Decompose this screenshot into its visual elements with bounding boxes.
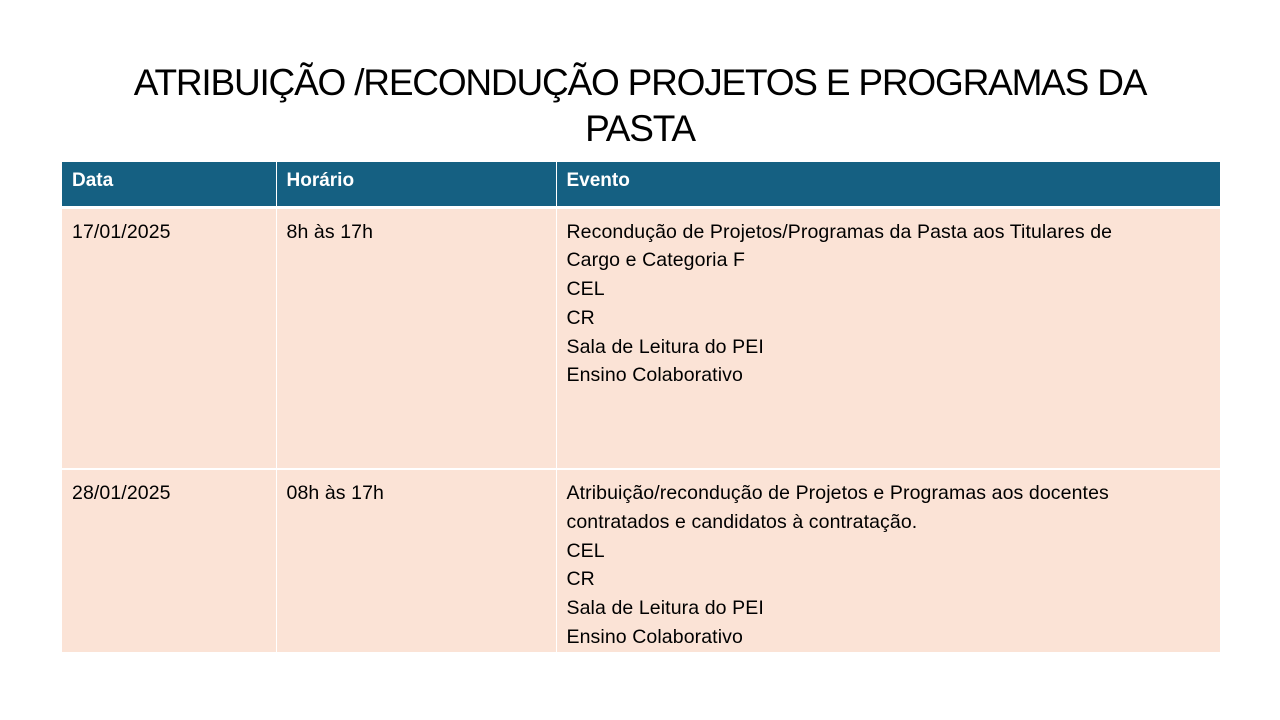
cell-date: 28/01/2025 xyxy=(62,469,276,652)
event-line: CEL xyxy=(566,278,605,301)
event-line: CR xyxy=(566,306,595,329)
cell-time: 08h às 17h xyxy=(276,469,556,652)
event-line: Ensino Colaborativo xyxy=(566,364,743,387)
slide-title xyxy=(80,60,1200,152)
cell-date: 17/01/2025 xyxy=(62,207,276,469)
schedule-table xyxy=(62,162,1220,652)
event-line: Ensino Colaborativo xyxy=(566,625,743,648)
cell-time: 8h às 17h xyxy=(276,207,556,469)
event-line: Recondução de Projetos/Programas da Pasta aos Titulares de xyxy=(566,220,1113,243)
event-line: CEL xyxy=(566,539,605,562)
title-line-1: ATRIBUIÇÃO /RECONDUÇÃO PROJETOS E PROGRAMAS DA xyxy=(133,62,1147,103)
header-event: Evento xyxy=(556,162,1220,207)
event-line: Sala de Leitura do PEI xyxy=(566,597,764,620)
event-line: Atribuição/recondução de Projetos e Programas aos docentes xyxy=(566,482,1109,504)
header-time: Horário xyxy=(276,162,556,207)
cell-event xyxy=(556,469,1220,652)
table-header-row xyxy=(62,162,1220,207)
header-date: Data xyxy=(62,162,276,207)
table-row xyxy=(62,207,1220,469)
event-line: CR xyxy=(566,568,595,591)
title-line-2: PASTA xyxy=(585,108,695,149)
event-line: contratados e candidatos à contratação. xyxy=(566,510,918,533)
event-line: Sala de Leitura do PEI xyxy=(566,335,764,358)
event-line: Cargo e Categoria F xyxy=(566,249,746,272)
cell-event xyxy=(556,207,1220,469)
table-row xyxy=(62,469,1220,652)
